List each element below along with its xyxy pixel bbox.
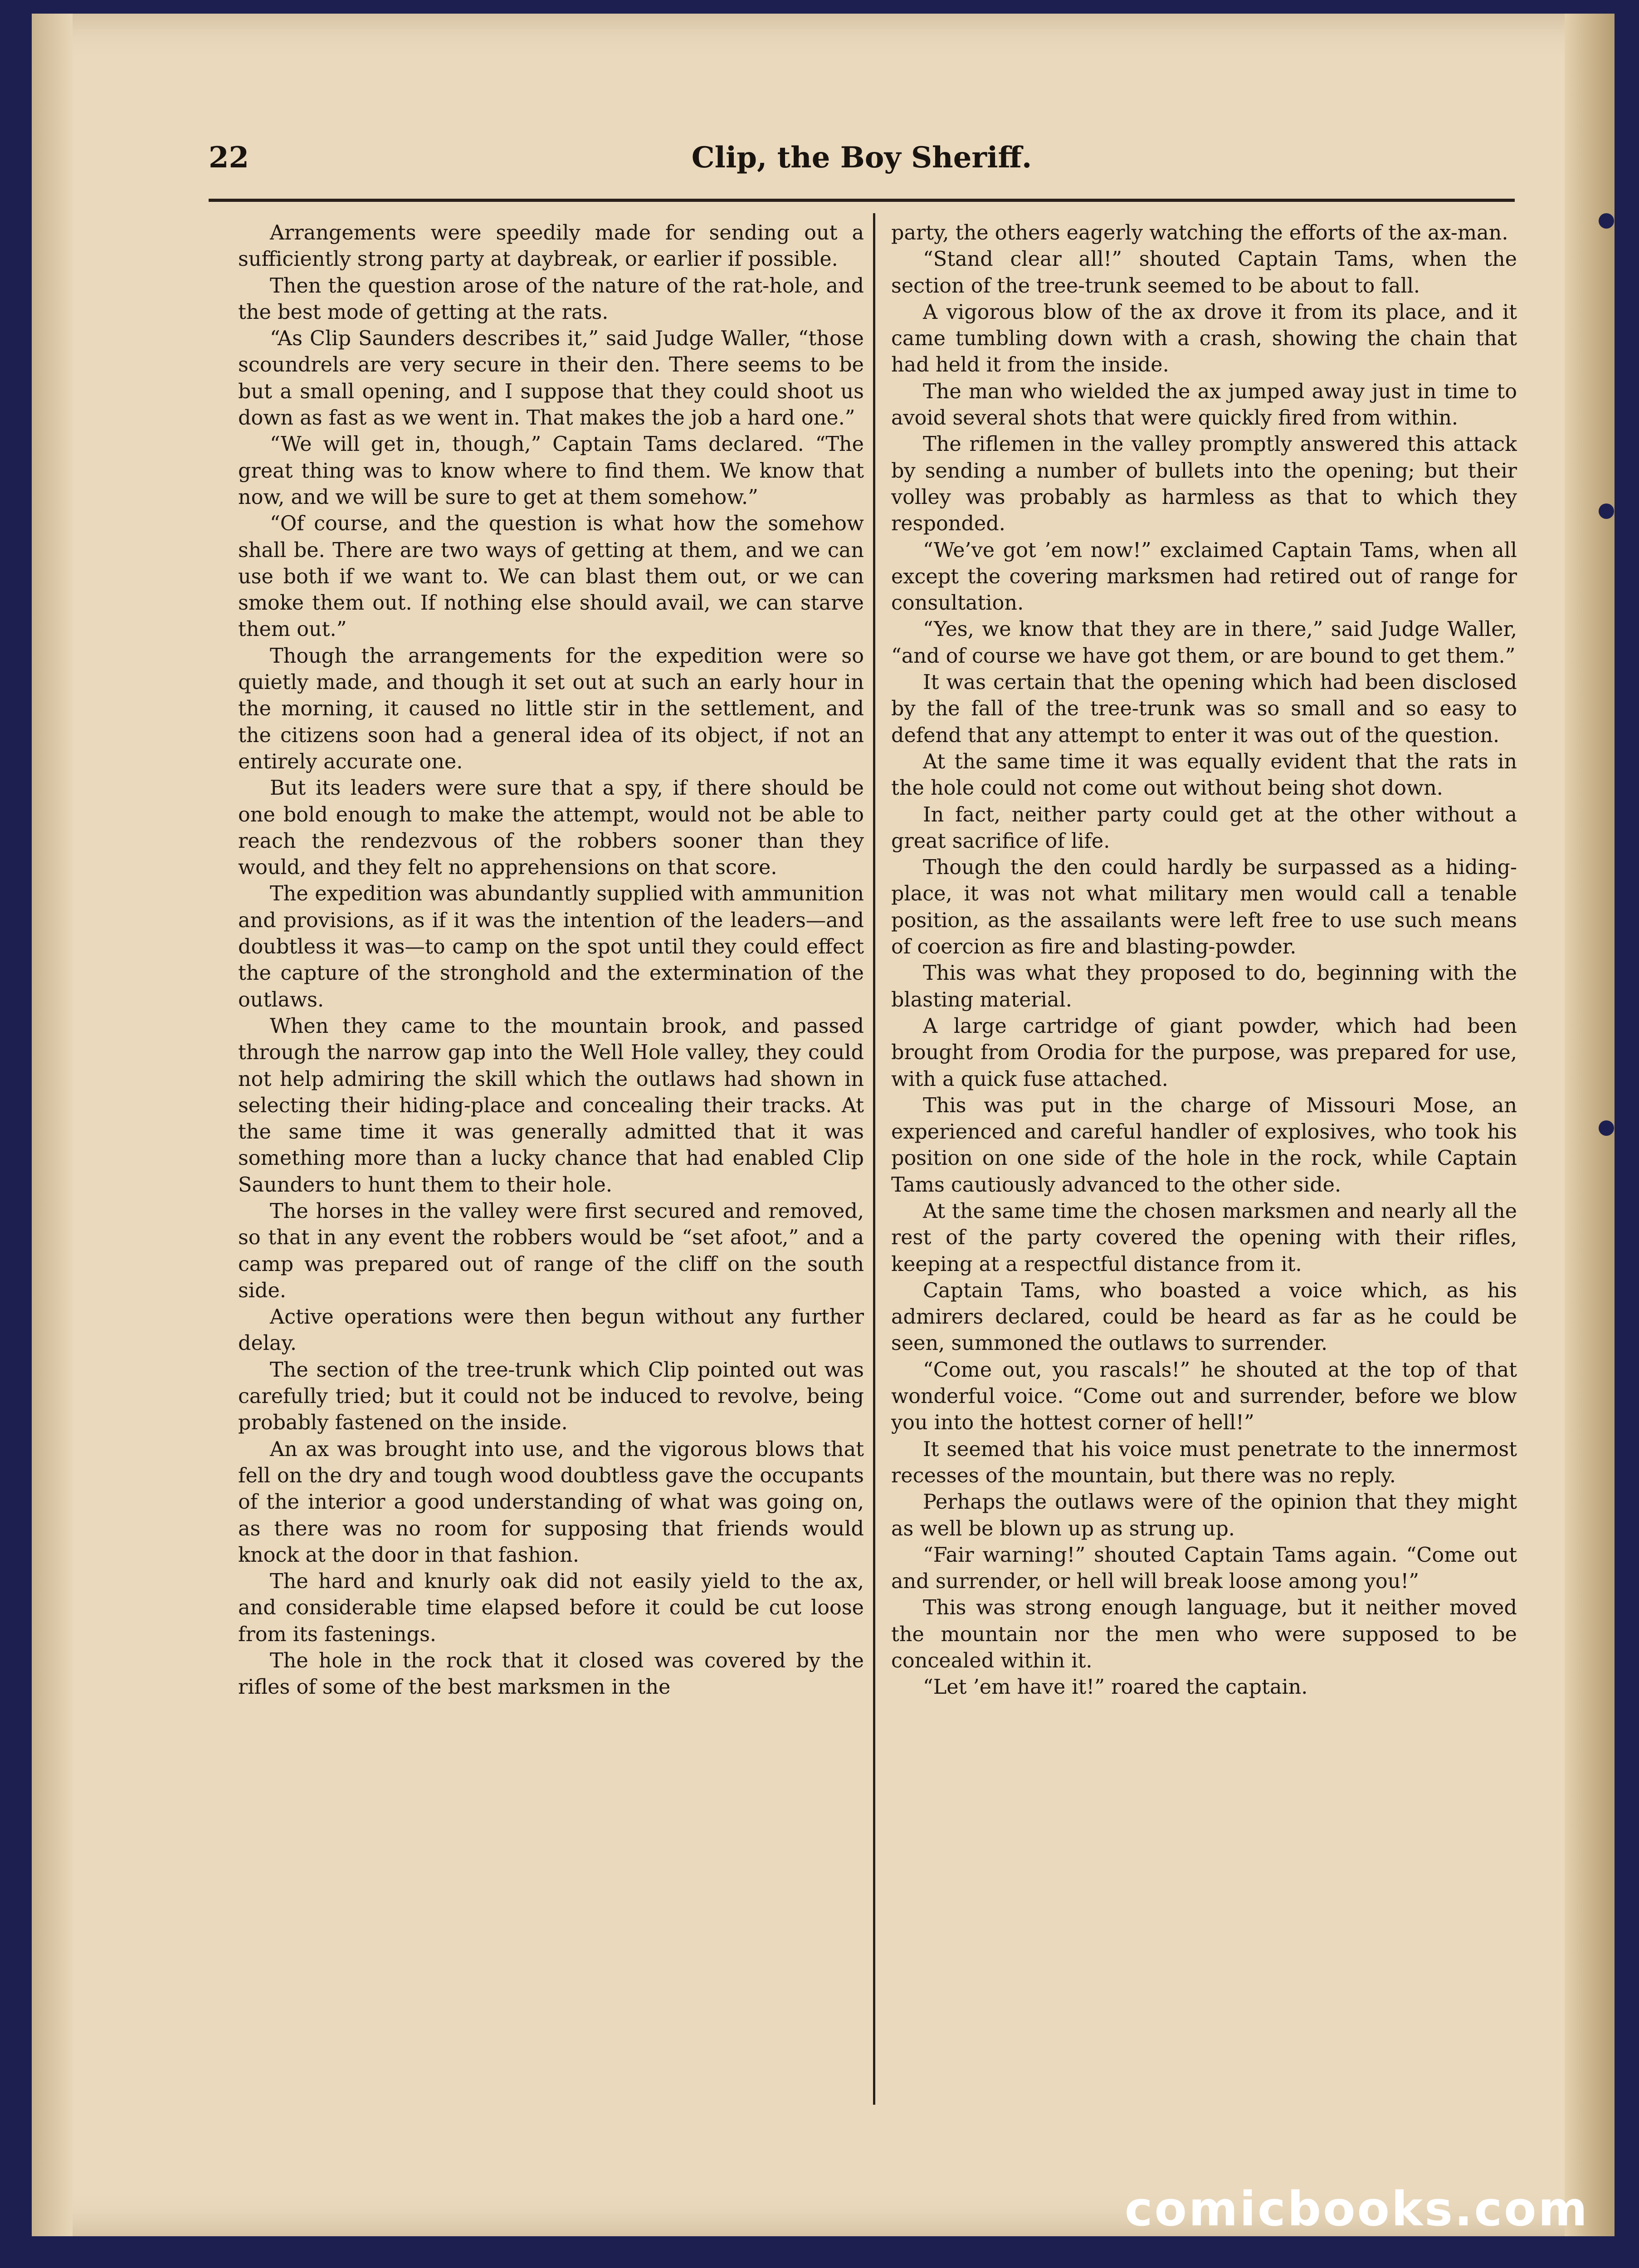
paragraph: The hard and knurly oak did not easily yield to the ax, and considerable time elapsed before it could be cut loose from its fastenings. — [238, 1570, 864, 1646]
paragraph: An ax was brought into use, and the vigorous blows that fell on the dry and tough wood doubtless gave the occupants of the interior a good understanding of what was going on, as there was no room for supposing that friends would knock at the door in that fashion. — [238, 1437, 864, 1567]
paragraph: Though the den could hardly be surpassed as a hiding-place, it was not what military men would call a tenable position, as the assailants were left free to use such means of coercion as fire and blasting-powder. — [891, 856, 1517, 959]
paragraph: Active operations were then begun without any further delay. — [238, 1305, 864, 1355]
binding-hole — [1599, 213, 1614, 229]
paragraph: A large cartridge of giant powder, which had been brought from Orodia for the purpose, was prepared for use, with a quick fuse attached. — [891, 1014, 1517, 1091]
paragraph: party, the others eagerly watching the efforts of the ax-man. — [891, 221, 1508, 244]
running-title: Clip, the Boy Sheriff. — [691, 141, 1032, 175]
paragraph: A vigorous blow of the ax drove it from its place, and it came tumbling down with a crash, showing the chain that had held it from the inside. — [891, 300, 1517, 377]
paragraph: Captain Tams, who boasted a voice which, as his admirers declared, could be heard as far as he could be seen, summoned the outlaws to surrender. — [891, 1279, 1517, 1355]
paragraph: In fact, neither party could get at the other without a great sacrifice of life. — [891, 803, 1517, 853]
page-left-edge — [32, 14, 73, 2236]
binding-hole — [1599, 503, 1614, 519]
binding-hole — [1599, 1120, 1614, 1136]
paragraph: “We will get in, though,” Captain Tams declared. “The great thing was to know where to find them. We know that now, and we will be sure to get at them somehow.” — [238, 433, 864, 509]
paragraph: This was what they proposed to do, beginning with the blasting material. — [891, 962, 1517, 1012]
paragraph: Arrangements were speedily made for sending out a sufficiently strong party at daybreak, or earlier if possible. — [238, 221, 864, 271]
paragraph: But its leaders were sure that a spy, if there should be one bold enough to make the attempt, would not be able to reach the rendezvous of the robbers sooner than they would, and they felt no apprehensions on that score. — [238, 777, 864, 880]
right-column — [891, 220, 1517, 2125]
page-number: 22 — [209, 141, 249, 175]
paragraph: When they came to the mountain brook, and passed through the narrow gap into the Well Hole valley, they could not help admiring the skill which the outlaws had shown in selecting their hiding-place and concealing their tracks. At the same time it was generally admitted that it was something more than a lucky chance that had enabled Clip Saunders to hunt them to their hole. — [238, 1014, 864, 1197]
paragraph: “Come out, you rascals!” he shouted at the top of that wonderful voice. “Come out and surrender, before we blow you into the hottest corner of hell!” — [891, 1358, 1517, 1435]
paragraph: The expedition was abundantly supplied with ammunition and provisions, as if it was the intention of the leaders—and doubtless it was—to camp on the spot until they could effect the capture of the stronghold and the extermination of the outlaws. — [238, 882, 864, 1012]
paragraph: The hole in the rock that it closed was covered by the rifles of some of the best marksmen in the — [238, 1649, 864, 1699]
paragraph: It seemed that his voice must penetrate to the innermost recesses of the mountain, but there was no reply. — [891, 1437, 1517, 1487]
paragraph: The man who wielded the ax jumped away just in time to avoid several shots that were quickly fired from within. — [891, 380, 1517, 430]
watermark: comicbooks.com — [1124, 2181, 1589, 2237]
header-rule — [209, 199, 1515, 202]
paragraph: “We’ve got ’em now!” exclaimed Captain Tams, when all except the covering marksmen had retired out of range for consultation. — [891, 538, 1517, 615]
column-divider — [873, 213, 875, 2105]
page-header — [209, 136, 1515, 191]
paragraph: This was put in the charge of Missouri Mose, an experienced and careful handler of explosives, who took his position on one side of the hole in the rock, while Captain Tams cautiously advanced to the other side. — [891, 1094, 1517, 1197]
paragraph: This was strong enough language, but it neither moved the mountain nor the men who were supposed to be concealed within it. — [891, 1596, 1517, 1673]
left-column — [238, 220, 864, 2125]
paragraph: Though the arrangements for the expedition were so quietly made, and though it set out at such an early hour in the morning, it caused no little stir in the settlement, and the citizens soon had a general idea of its object, if not an entirely accurate one. — [238, 644, 864, 773]
paragraph: “As Clip Saunders describes it,” said Judge Waller, “those scoundrels are very secure in their den. There seems to be but a small opening, and I suppose that they could shoot us down as fast as we went in. That makes the job a hard one.” — [238, 327, 864, 430]
paragraph: At the same time it was equally evident that the rats in the hole could not come out without being shot down. — [891, 750, 1517, 800]
paragraph: “Stand clear all!” shouted Captain Tams, when the section of the tree-trunk seemed to be about to fall. — [891, 248, 1517, 298]
paragraph: “Let ’em have it!” roared the captain. — [923, 1676, 1308, 1699]
paragraph: At the same time the chosen marksmen and nearly all the rest of the party covered the opening with their rifles, keeping at a respectful distance from it. — [891, 1199, 1517, 1276]
paragraph: The riflemen in the valley promptly answered this attack by sending a number of bullets into the opening; but their volley was probably as harmless as that to which they responded. — [891, 433, 1517, 536]
paragraph: Perhaps the outlaws were of the opinion that they might as well be blown up as strung up. — [891, 1491, 1517, 1540]
paragraph: “Fair warning!” shouted Captain Tams again. “Come out and surrender, or hell will break loose among you!” — [891, 1543, 1517, 1593]
paragraph: “Of course, and the question is what how the somehow shall be. There are two ways of getting at them, and we can use both if we want to. We can blast them out, or we can smoke them out. If nothing else should avail, we can starve them out.” — [238, 512, 864, 641]
paragraph: The section of the tree-trunk which Clip pointed out was carefully tried; but it could not be induced to revolve, being probably fastened on the inside. — [238, 1358, 864, 1435]
paragraph: Then the question arose of the nature of the rat-hole, and the best mode of getting at the rats. — [238, 274, 864, 324]
paragraph: The horses in the valley were first secured and removed, so that in any event the robbers would be “set afoot,” and a camp was prepared out of range of the cliff on the south side. — [238, 1199, 864, 1302]
paragraph: It was certain that the opening which had been disclosed by the fall of the tree-trunk was so small and so easy to defend that any attempt to enter it was out of the question. — [891, 671, 1517, 747]
paragraph: “Yes, we know that they are in there,” said Judge Waller, “and of course we have got them, or are bound to get them.” — [891, 618, 1517, 668]
